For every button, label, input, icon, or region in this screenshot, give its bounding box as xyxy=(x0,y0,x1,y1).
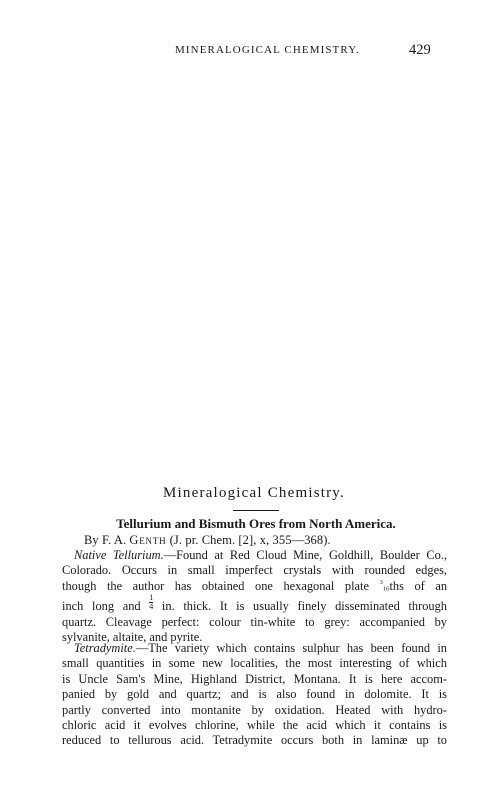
paragraph-native-tellurium xyxy=(62,548,447,645)
running-head xyxy=(0,44,500,64)
text-line: though the author has obtained one hexagonal plate $^3_{16}$ths of an xyxy=(62,578,448,593)
paragraph-lead: Native Tellurium. xyxy=(74,548,164,562)
text-line: small quantities in some new localities, the most interesting of which xyxy=(62,656,447,671)
section-rule xyxy=(233,510,279,511)
author-name: Genth xyxy=(129,533,167,547)
text-line: Native Tellurium.—Found at Red Cloud Mine, Goldhill, Boulder Co., xyxy=(74,548,448,562)
citation: (J. pr. Chem. [2], x, 355—368). xyxy=(166,533,331,547)
article-byline xyxy=(84,533,331,548)
byline-prefix: By F. A. xyxy=(84,533,130,547)
text-line: reduced to tellurous acid. Tetradymite occurs both in laminæ up to xyxy=(62,733,447,748)
fraction: $^3_{16}$ xyxy=(379,579,390,593)
text-line: panied by gold and quartz; and is also found in dolomite. It is xyxy=(62,687,447,702)
fraction: $\frac{1}{4}$ xyxy=(149,593,154,612)
running-title: MINERALOGICAL CHEMISTRY. xyxy=(175,44,360,56)
text-line: Colorado. Occurs in small imperfect crystals with rounded edges, xyxy=(62,563,447,578)
page-number: 429 xyxy=(409,42,431,58)
text-line: Tetradymite.—The variety which contains sulphur has been found in xyxy=(74,641,447,655)
text-line: is Uncle Sam's Mine, Highland District, Montana. It is here accom- xyxy=(62,671,447,686)
article-title: Tellurium and Bismuth Ores from North America. xyxy=(116,516,396,531)
paragraph-tetradymite xyxy=(62,641,447,749)
paragraph-lead: Tetradymite. xyxy=(74,641,136,655)
text-line: quartz. Cleavage perfect: colour tin-white to grey: accompanied by xyxy=(62,614,447,629)
text-line: partly converted into montanite by oxidation. Heated with hydro- xyxy=(62,702,447,717)
text-line: sylvanite, altaite, and pyrite. xyxy=(62,630,203,645)
section-heading: Mineralogical Chemistry. xyxy=(163,485,345,501)
text-line: inch long and $\frac{1}{4}$ in. thick. It is usually finely disseminated through xyxy=(62,593,448,614)
text-line: chloric acid it evolves chlorine, while the acid which it contains is xyxy=(62,718,447,733)
